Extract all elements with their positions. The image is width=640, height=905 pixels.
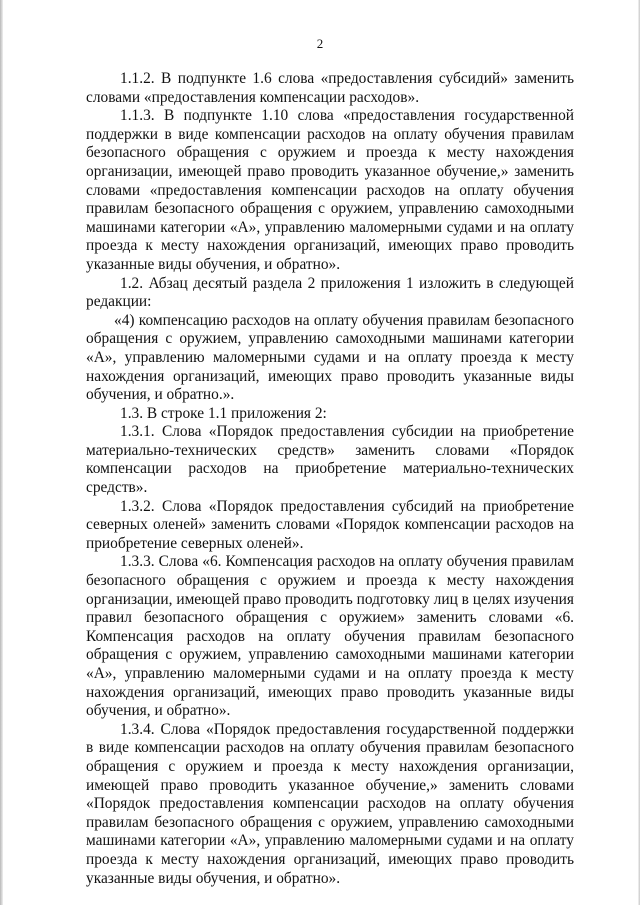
paragraph-1-3-1: 1.3.1. Слова «Порядок предоставления субсидии на приобретение материально-технических средств» заменить словами «Порядок компенсации расходов на приобретение материально-технических средств». xyxy=(86,423,574,497)
paragraph-1-3: 1.3. В строке 1.1 приложения 2: xyxy=(120,404,327,422)
paragraph-1-1-3: 1.1.3. В подпункте 1.10 слова «предоставления государственной поддержки в виде компенсации расходов на оплату обучения правилам безопасного обращения с оружием и проезда к месту нахождения организации, имеющей право проводить указанное обучение,» заменить словами «предоставления компенсации расходов на оплату обучения правилам безопасного обращения с оружием, управлению самоходными машинами категории «А», управлению маломерными судами и на оплату проезда к месту нахождения организаций, имеющих право проводить указанные виды обучения, и обратно». xyxy=(86,107,574,273)
scan-edge-left xyxy=(0,0,3,905)
paragraph-1-3-3: 1.3.3. Слова «6. Компенсация расходов на оплату обучения правилам безопасного обращения с оружием и проезда к месту нахождения организации, имеющей право проводить подготовку лиц в целях изучения правил безопасного обращения с оружием» заменить словами «6. Компенсация расходов на оплату обучения правилам безопасного обращения с оружием, управлению самоходными машинами категории «А», управлению маломерными судами и на оплату проезда к месту нахождения организаций, имеющих право проводить указанные виды обучения, и обратно». xyxy=(86,553,574,720)
paragraph-1-1-2: 1.1.2. В подпункте 1.6 слова «предоставления субсидий» заменить словами «предоставления компенсации расходов». xyxy=(86,70,574,106)
page-number: 2 xyxy=(316,36,324,51)
document-body xyxy=(86,70,574,888)
paragraph-1-3-4: 1.3.4. Слова «Порядок предоставления государственной поддержки в виде компенсации расходов на оплату обучения правилам безопасного обращения с оружием и проезда к месту нахождения организации, имеющей право проводить указанное обучение,» заменить словами «Порядок предоставления компенсации расходов на оплату обучения правилам безопасного обращения с оружием, управлению самоходными машинами категории «А», управлению маломерными судами и на оплату проезда к месту нахождения организаций, имеющих право проводить указанные виды обучения, и обратно». xyxy=(86,720,574,887)
paragraph-1-3-2: 1.3.2. Слова «Порядок предоставления субсидий на приобретение северных оленей» заменить словами «Порядок компенсации расходов на приобретение северных оленей». xyxy=(86,497,574,552)
paragraph-quoted-item-4: «4) компенсацию расходов на оплату обучения правилам безопасного обращения с оружием, управлению самоходными машинами категории «А», управлению маломерными судами и на оплату проезда к месту нахождения организаций, имеющих право проводить указанные виды обучения, и обратно.». xyxy=(86,311,574,404)
paragraph-1-2: 1.2. Абзац десятый раздела 2 приложения 1 изложить в следующей редакции: xyxy=(86,274,574,311)
